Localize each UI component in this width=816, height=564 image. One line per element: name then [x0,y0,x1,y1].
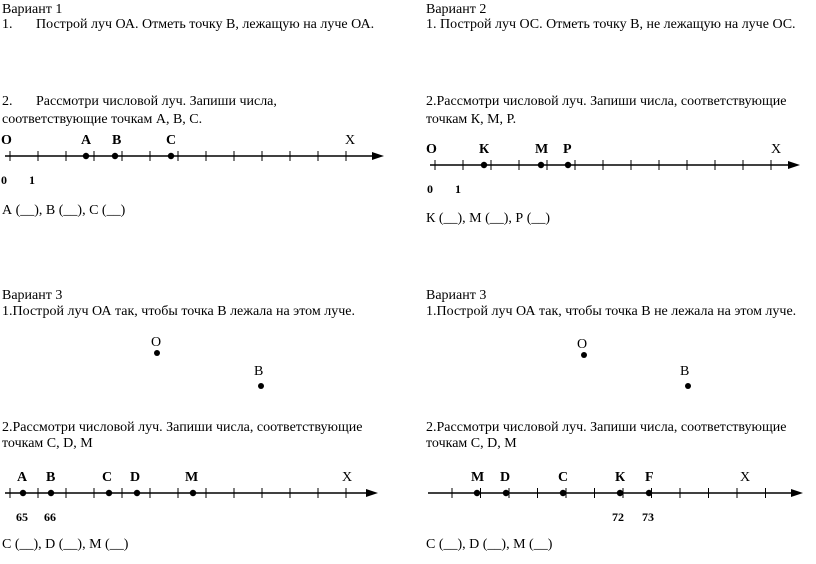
v1-tick-label-0: 0 [1,173,7,187]
v3a-label-b: В [46,470,56,485]
v1-task1-text: Построй луч ОА. Отметь точку В, лежащую на луче ОА. [36,17,375,32]
v3b-point-o-label: О [577,337,588,352]
v1-ray-point [112,153,118,159]
v2-ray-point [538,162,544,168]
v2-label-p: Р [563,142,572,157]
v3b-point-b [685,383,691,389]
v3a-label-d: D [130,470,141,485]
v3a-task1-text: 1.Построй луч ОА так, чтобы точка В лежала на этом луче. [2,304,355,319]
v2-label-k: К [479,142,490,157]
v1-task2-text-line2: соответствующие точкам А, В, С. [2,112,203,127]
v3a-tick-label-66: 66 [44,510,56,524]
v3a-ray-arrowhead [366,489,378,497]
v3b-point-b-label: В [680,364,690,379]
v2-answer-line: К (__), М (__), Р (__) [426,211,551,226]
v3a-answer-line: С (__), D (__), М (__) [2,537,129,552]
v3b-task2-text-line2: точкам С, D, М [426,436,517,451]
v3b-ray-point [646,490,652,496]
v1-label-b: В [112,133,122,148]
v2-task2-text-line2: точкам К, М, Р. [426,112,517,127]
v3a-title: Вариант 3 [2,288,63,303]
v2-label-m: М [535,142,549,157]
v3b-label-m: М [471,470,485,485]
v2-ray-arrowhead [788,161,800,169]
v3b-tick-label-72: 72 [612,510,624,524]
v3a-point-b [258,383,264,389]
v1-task2-text-line1: Рассмотри числовой луч. Запиши числа, [36,94,277,109]
v3a-label-m: М [185,470,199,485]
v3b-tick-label-73: 73 [642,510,654,524]
v2-task2-text-line1: 2.Рассмотри числовой луч. Запиши числа, соответствующие [426,94,787,109]
v1-answer-line: А (__), В (__), С (__) [2,203,126,218]
v1-label-c: С [166,133,177,148]
v3b-ray-point [503,490,509,496]
v1-tick-label-1: 1 [29,173,35,187]
v3a-tick-label-65: 65 [16,510,28,524]
v1-label-x: Х [345,133,356,148]
v2-ray-point [565,162,571,168]
v1-label-o: О [1,133,12,148]
v3b-ray-arrowhead [791,489,803,497]
v2-task1-text: 1. Построй луч ОС. Отметь точку В, не лежащую на луче ОС. [426,17,796,32]
v1-ray-point [83,153,89,159]
v2-label-o: О [426,142,437,157]
v3a-point-b-label: В [254,364,264,379]
v2-label-x: Х [771,142,782,157]
v2-tick-label-1: 1 [455,182,461,196]
v1-title: Вариант 1 [2,2,63,17]
v3b-label-k: К [615,470,626,485]
v3a-point-o-label: О [151,335,162,350]
v3a-task2-text-line1: 2.Рассмотри числовой луч. Запиши числа, соответствующие [2,420,363,435]
v1-label-a: А [81,133,92,148]
v3b-ray-point [560,490,566,496]
v2-tick-label-0: 0 [427,182,433,196]
v1-ray-arrowhead [372,152,384,160]
v3a-label-x: Х [342,470,353,485]
v3a-ray-point [134,490,140,496]
v3b-label-x: Х [740,470,751,485]
v3a-ray-point [106,490,112,496]
v3a-ray-point [20,490,26,496]
v3b-label-f: F [645,470,654,485]
v3a-label-a: А [17,470,28,485]
v3b-task1-text: 1.Построй луч ОА так, чтобы точка В не лежала на этом луче. [426,304,797,319]
v3b-ray-point [617,490,623,496]
v3b-answer-line: С (__), D (__), М (__) [426,537,553,552]
v3b-task2-text-line1: 2.Рассмотри числовой луч. Запиши числа, соответствующие [426,420,787,435]
v2-ray-point [481,162,487,168]
v1-task1-number: 1. [2,17,13,32]
v3b-label-c: С [558,470,569,485]
v1-ray-point [168,153,174,159]
v3a-ray-point [190,490,196,496]
v3b-ray-point [474,490,480,496]
v3b-label-d: D [500,470,511,485]
v2-title: Вариант 2 [426,2,487,17]
v1-task2-number: 2. [2,94,13,109]
v3a-label-c: С [102,470,113,485]
v3a-task2-text-line2: точкам С, D, М [2,436,93,451]
v3a-ray-point [48,490,54,496]
v3b-title: Вариант 3 [426,288,487,303]
